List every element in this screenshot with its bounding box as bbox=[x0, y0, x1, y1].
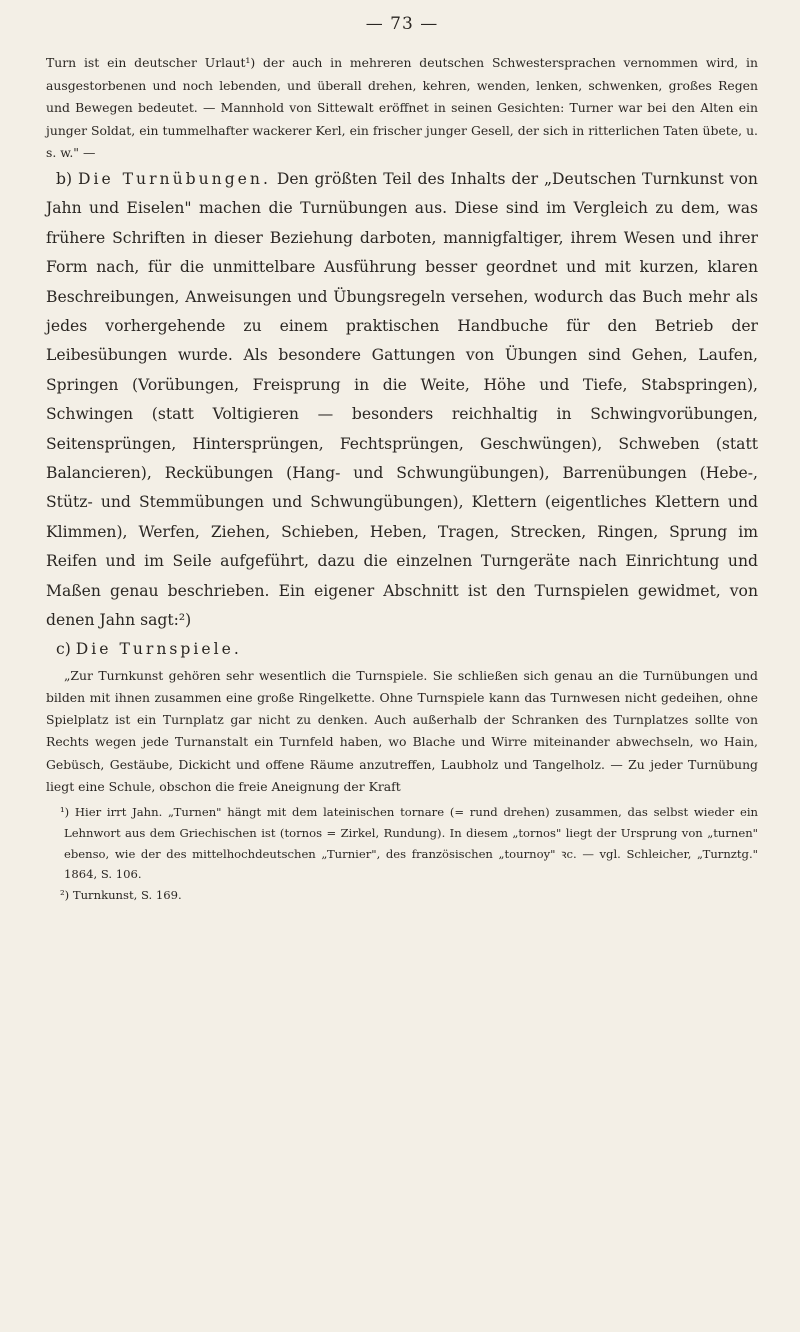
intro-paragraph: Turn ist ein deutscher Urlaut¹) der auch in mehreren deutschen Schwestersprachen vernommen wird, in ausgestorbenen und noch lebenden, und überall drehen, kehren, wenden, lenken, schwenken, großes Regen und Bewegen bedeutet. — Mannhold von Sittewalt eröffnet in seinen Gesichten: Turner war bei den Alten ein junger Soldat, ein tummelhafter wackerer Kerl, ein frischer junger Gesell, der sich in ritterlichen Taten übete, u. s. w." — bbox=[46, 55, 758, 161]
section-b-label: b) bbox=[56, 169, 73, 188]
section-b-heading: Die Turnübungen. bbox=[78, 169, 271, 188]
footnote-1: ¹) Hier irrt Jahn. „Turnen" hängt mit dem lateinischen tornare (= rund drehen) zusammen, das selbst wieder ein Lehnwort aus dem Griechischen ist (tornos = Zirkel, Rundung). In diesem „tornos" liegt der Ursprung von „turnen" ebenso, wie der des mittelhochdeutschen „Turnier", des französischen „tournoy" ꝛc. — vgl. Schleicher, „Turnztg." 1864, S. 106. bbox=[60, 805, 758, 882]
book-page bbox=[46, 14, 758, 1320]
page-number: — 73 — bbox=[365, 14, 439, 34]
section-b-text: Den größten Teil des Inhalts der „Deutschen Turnkunst von Jahn und Eiselen" machen die Turnübungen aus. Diese sind im Vergleich zu dem, was frühere Schriften in dieser Beziehung darboten, mannigfaltiger, ihrem Wesen und ihrer Form nach, für die unmittelbare Ausführung besser geordnet und mit kurzen, klaren Beschreibungen, Anweisungen und Übungsregeln versehen, wodurch das Buch mehr als jedes vorhergehende zu einem praktischen Handbuche für den Betrieb der Leibesübungen wurde. Als besondere Gattungen von Übungen sind Gehen, Laufen, Springen (Vorübungen, Freisprung in die Weite, Höhe und Tiefe, Stabspringen), Schwingen (statt Voltigieren — besonders reichhaltig in Schwingvorübungen, Seitensprüngen, Hintersprüngen, Fechtsprüngen, Geschwüngen), Schweben (statt Balancieren), Reckübungen (Hang- und Schwungübungen), Barrenübungen (Hebe-, Stütz- und Stemmübungen und Schwungübungen), Klettern (eigentliches Klettern und Klimmen), Werfen, Ziehen, Schieben, Heben, Tragen, Strecken, Ringen, Sprung im Reifen und im Seile aufgeführt, dazu die einzelnen Turngeräte nach Einrichtung und Maßen genau beschrieben. Ein eigener Abschnitt ist den Turnspielen gewidmet, von denen Jahn sagt:²) bbox=[46, 169, 758, 630]
section-c-label: c) bbox=[56, 640, 71, 659]
footnotes bbox=[46, 802, 758, 906]
section-b bbox=[46, 165, 758, 636]
turnspiele-quote: „Zur Turnkunst gehören sehr wesentlich die Turnspiele. Sie schließen sich genau an die Turnübungen und bilden mit ihnen zusammen eine große Ringelkette. Ohne Turnspiele kann das Turnwesen nicht gedeihen, ohne Spielplatz ist ein Turnplatz gar nicht zu denken. Auch außerhalb der Schranken des Turnplatzes sollte von Rechts wegen jede Turnanstalt ein Turnfeld haben, wo Blache und Wirre miteinander abwechseln, wo Hain, Gebüsch, Gestäube, Dickicht und offene Räume anzutreffen, Laubholz und Tangelholz. — Zu jeder Turnübung liegt eine Schule, obschon die freie Aneignung der Kraft bbox=[46, 667, 758, 794]
section-c-heading: Die Turnspiele. bbox=[75, 640, 242, 659]
footnote-2: ²) Turnkunst, S. 169. bbox=[60, 888, 182, 903]
section-c-heading-line bbox=[46, 635, 758, 664]
